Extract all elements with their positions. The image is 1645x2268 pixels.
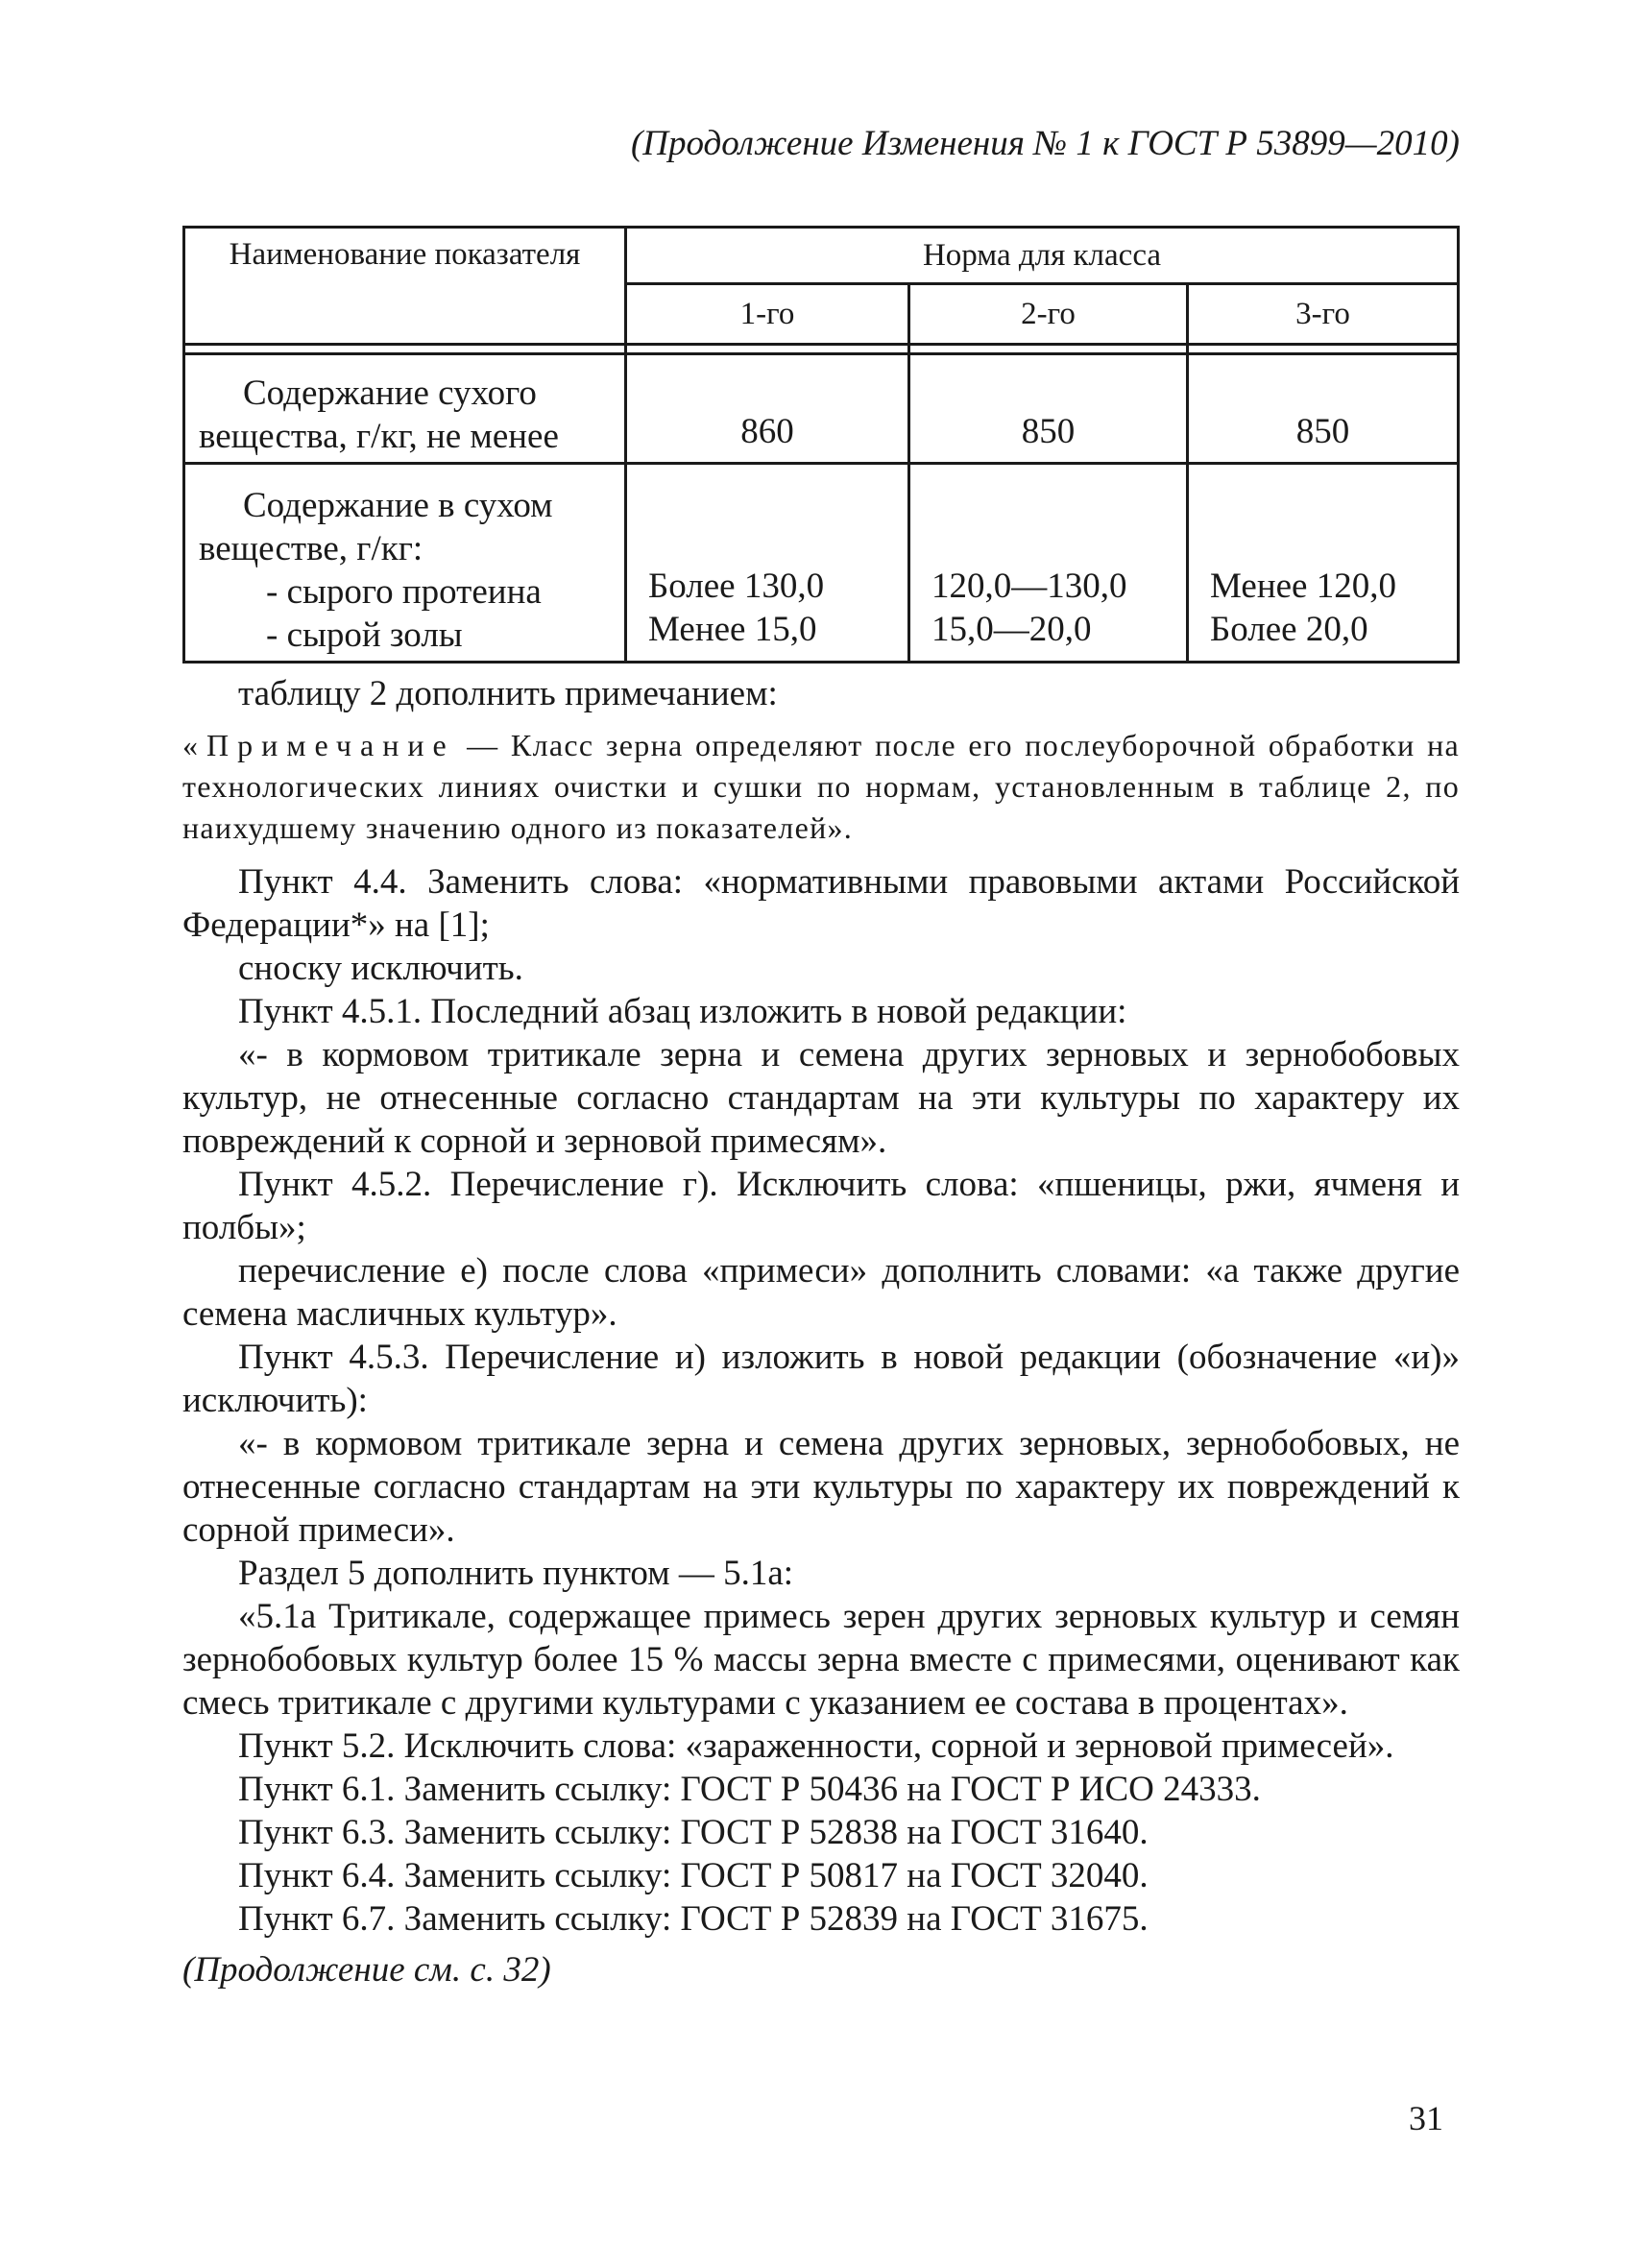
value-class-2: 850 [909, 354, 1188, 464]
footer-continuation: (Продолжение см. с. 32) [182, 1950, 551, 1990]
value-class-1: 860 [626, 354, 909, 464]
paragraph: Пункт 4.4. Заменить слова: «нормативными правовыми актами Российской Федерации*» на [1]; [182, 862, 1460, 945]
value-protein: Менее 120,0 [1210, 567, 1396, 606]
table-row [184, 464, 1459, 663]
paragraph: Пункт 4.5.3. Перечисление и) изложить в новой редакции (обозначение «и)» исключить): [182, 1338, 1460, 1420]
header-class-1: 1-го [626, 284, 909, 345]
paragraph: перечисление е) после слова «примеси» дополнить словами: «а также другие семена масличных культур». [182, 1251, 1460, 1334]
value-class-3: 850 [1188, 354, 1459, 464]
paragraph: Пункт 6.1. Заменить ссылку: ГОСТ Р 50436 на ГОСТ Р ИСО 24333. [238, 1770, 1261, 1809]
paragraph: «- в кормовом тритикале зерна и семена других зерновых и зернобобовых культур, не отнесенные согласно стандартам на эти культуры по характеру их повреждений к сорной и зерновой примесям». [182, 1035, 1460, 1161]
header-class-2: 2-го [909, 284, 1188, 345]
param-line: вещества, г/кг, не менее [199, 417, 559, 456]
value-class-1 [626, 464, 909, 663]
paragraph: Пункт 5.2. Исключить слова: «зараженности, сорной и зерновой примесей». [238, 1726, 1394, 1766]
header-separator [184, 345, 1459, 354]
value-class-2 [909, 464, 1188, 663]
paragraph: таблицу 2 дополнить примечанием: [238, 674, 778, 713]
paragraph: «- в кормовом тритикале зерна и семена других зерновых, зернобобовых, не отнесенные согласно стандартам на эти культуры по характеру их повреждений к сорной примеси». [182, 1424, 1460, 1550]
value-ash: 15,0—20,0 [931, 610, 1092, 649]
paragraph: Пункт 6.7. Заменить ссылку: ГОСТ Р 52839 на ГОСТ 31675. [238, 1899, 1149, 1939]
param-dry-matter [184, 354, 626, 464]
header-class-3: 3-го [1188, 284, 1459, 345]
note-label: «Примечание [182, 728, 455, 762]
header-indicator-name: Наименование показателя [184, 228, 626, 345]
header-norm-for-class: Норма для класса [626, 228, 1459, 284]
param-line: Содержание в сухом [243, 486, 553, 525]
note-text: — Класс зерна определяют после его послеуборочной обработки на технологических линиях очистки и сушки по нормам, установленным в таблице 2, по наихудшему значению одного из показателей». [182, 728, 1460, 845]
page-number: 31 [1409, 2099, 1443, 2137]
param-line: Содержание сухого [243, 374, 537, 413]
value-protein: Более 130,0 [648, 567, 825, 606]
paragraph: Пункт 4.5.1. Последний абзац изложить в новой редакции: [238, 992, 1127, 1031]
paragraph: Пункт 4.5.2. Перечисление г). Исключить слова: «пшеницы, ржи, ячменя и полбы»; [182, 1165, 1460, 1247]
header-continuation: (Продолжение Изменения № 1 к ГОСТ Р 53899—2010) [630, 124, 1460, 163]
table-row [184, 354, 1459, 464]
paragraph: «5.1а Тритикале, содержащее примесь зерен других зерновых культур и семян зернобобовых культур более 15 % массы зерна вместе с примесями, оценивают как смесь тритикале с другими культурами с указанием ее состава в процентах». [182, 1597, 1460, 1723]
value-ash: Более 20,0 [1210, 610, 1368, 649]
body-text [182, 672, 1460, 1991]
paragraph: Пункт 6.3. Заменить ссылку: ГОСТ Р 52838 на ГОСТ 31640. [238, 1813, 1149, 1852]
paragraph: Пункт 6.4. Заменить ссылку: ГОСТ Р 50817 на ГОСТ 32040. [238, 1856, 1149, 1895]
param-line: веществе, г/кг: [199, 529, 423, 568]
table-note [182, 725, 1460, 849]
param-content-in-dry-matter [184, 464, 626, 663]
paragraph: Раздел 5 дополнить пунктом — 5.1а: [238, 1554, 794, 1593]
param-sub-protein: - сырого протеина [266, 572, 542, 612]
value-protein: 120,0—130,0 [931, 567, 1127, 606]
paragraph: сноску исключить. [238, 949, 523, 988]
value-class-3 [1188, 464, 1459, 663]
param-sub-ash: - сырой золы [266, 615, 463, 655]
norms-table [182, 226, 1460, 664]
value-ash: Менее 15,0 [648, 610, 817, 649]
